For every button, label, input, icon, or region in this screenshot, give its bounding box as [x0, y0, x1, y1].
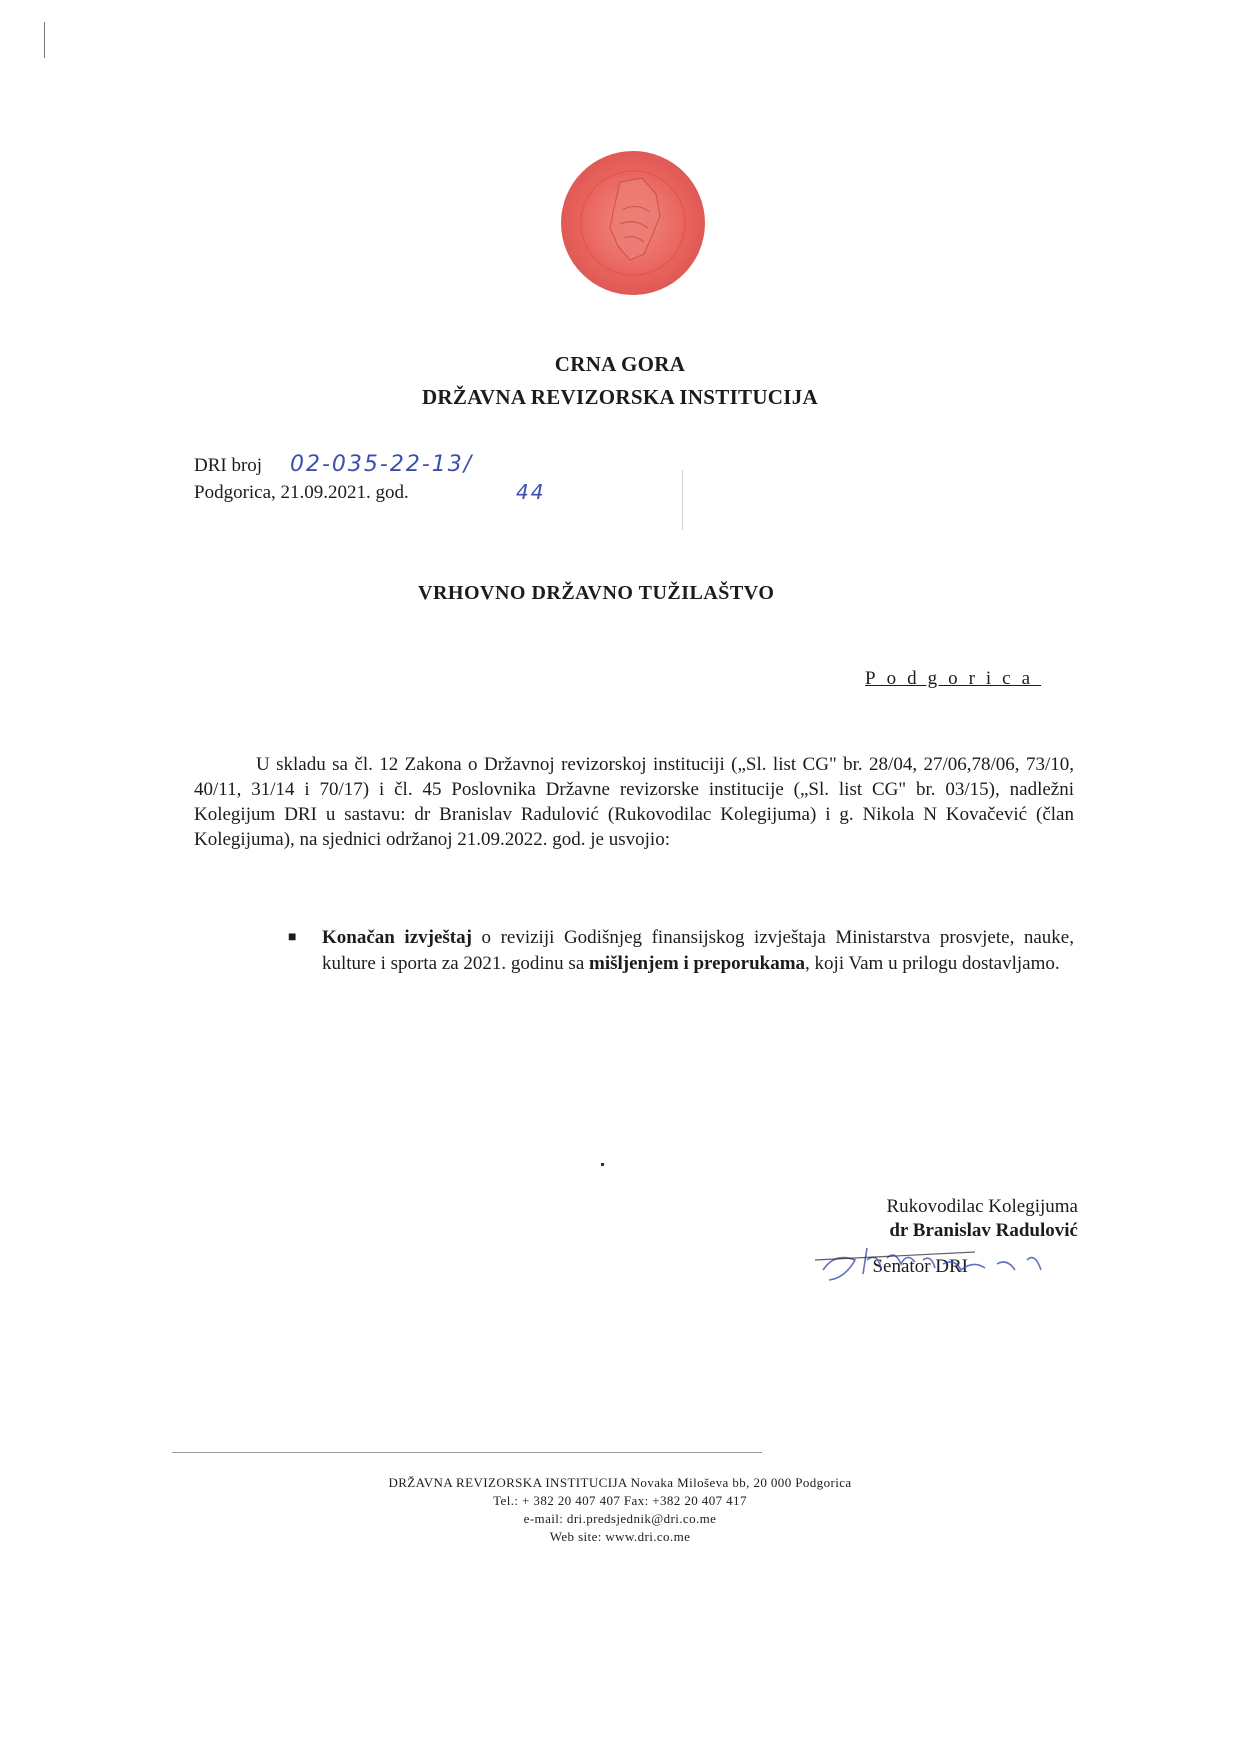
bullet-bold-1: Konačan izvještaj	[322, 927, 472, 948]
bullet-text-1: o reviziji Godišnjeg finansijskog izvještaja Ministarstva prosvjete, nauke, kulture i sporta za 2021. godinu sa	[322, 927, 1074, 974]
institution-name: DRŽAVNA REVIZORSKA INSTITUCIJA	[421, 385, 819, 409]
handwritten-signature	[815, 1230, 1065, 1290]
bullet-text-2: , koji Vam u prilogu dostavljamo.	[805, 953, 1060, 974]
bullet-bold-2: mišljenjem i preporukama	[589, 953, 806, 974]
recipient-name: VRHOVNO DRŽAVNO TUŽILAŠTVO	[418, 582, 775, 604]
bullet-item	[322, 925, 1074, 977]
recipient-city: Podgorica	[865, 668, 1042, 689]
handwritten-reference-suffix: 44	[516, 480, 546, 504]
scan-artifact-dot	[601, 1163, 604, 1166]
footer-phone-fax: Tel.: + 382 20 407 407 Fax: +382 20 407 417	[493, 1493, 747, 1508]
scan-artifact-line	[44, 22, 45, 58]
reference-number-label: DRI broj	[194, 455, 263, 476]
country-name: CRNA GORA	[554, 352, 686, 376]
institution-seal	[560, 150, 706, 296]
footer-email: e-mail: dri.predsjednik@dri.co.me	[523, 1511, 717, 1526]
handwritten-reference-number: 02-035-22-13/	[290, 452, 474, 477]
bullet-icon: ■	[288, 930, 297, 945]
letterhead	[370, 348, 870, 414]
footer	[300, 1474, 940, 1546]
scan-artifact-line	[682, 470, 683, 530]
place-and-date: Podgorica, 21.09.2021. god.	[194, 482, 409, 503]
footer-address: DRŽAVNA REVIZORSKA INSTITUCIJA Novaka Miloševa bb, 20 000 Podgorica	[388, 1475, 852, 1490]
body-paragraph: U skladu sa čl. 12 Zakona o Državnoj revizorskoj instituciji („Sl. list CG" br. 28/04, 27/06,78/06, 73/10, 40/11, 31/14 i 70/17) i čl. 45 Poslovnika Državne revizorske institucije („Sl. list CG" br. 03/15), nadležni Kolegijum DRI u sastavu: dr Branislav Radulović (Rukovodilac Kolegijuma) i g. Nikola N Kovačević (član Kolegijuma), na sjednici održanoj 21.09.2022. god. je usvojio:	[194, 754, 1074, 850]
footer-website: Web site: www.dri.co.me	[549, 1529, 691, 1544]
signatory-role: Rukovodilac Kolegijuma	[886, 1196, 1078, 1217]
footer-divider	[172, 1452, 762, 1453]
signatory-name: dr Branislav Radulović	[889, 1220, 1078, 1241]
signatory-title: Senator DRI	[872, 1256, 968, 1277]
